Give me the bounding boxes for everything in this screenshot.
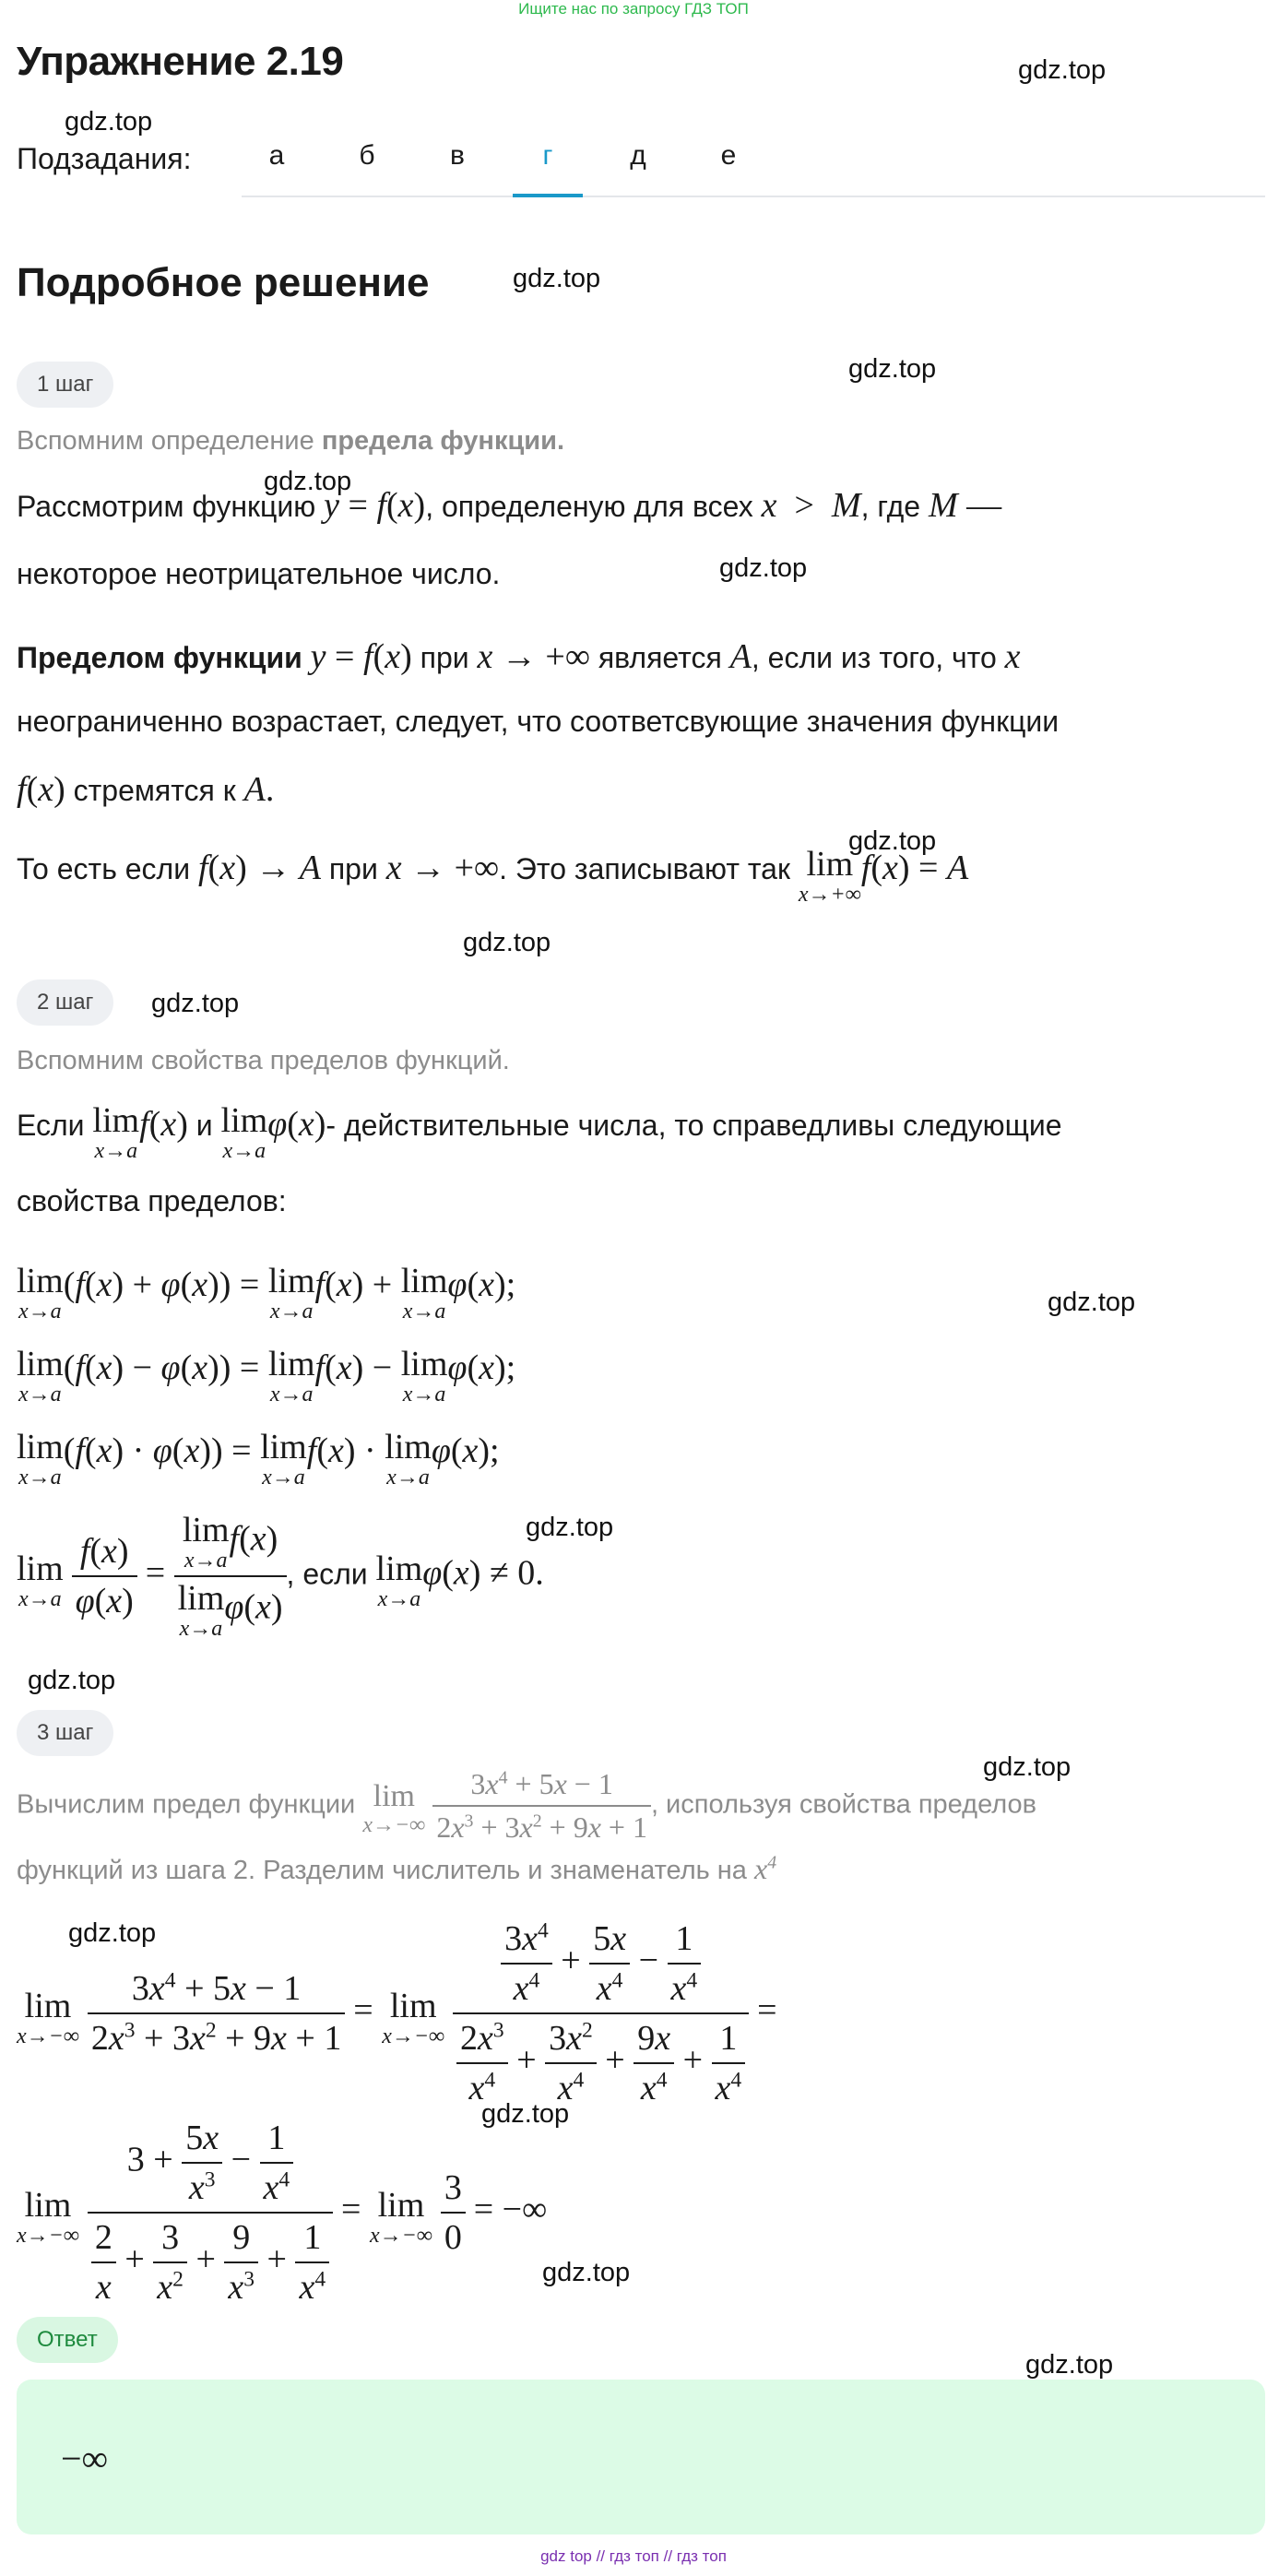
property-quotient: lim x→a $\frac{f(x)}{\varphi(x)}$ = lim x→a f(x) lim x→a φ(x) , если lim x→a φ(x) ≠ 0. xyxy=(17,1511,544,1641)
step2-intro: Вспомним свойства пределов функций. xyxy=(17,1046,510,1075)
step-badge: 2 шаг xyxy=(17,979,113,1026)
step1-definition-cont: неограниченно возрастает, следует, что соответсвующие значения функции xyxy=(17,705,1060,738)
step3-calc-line-2: lim x→−∞ 3 + $\frac{5x}{x^3}$ − $\frac{1}{x^4}$ $\frac{2}{x}$ + $\frac{3}{x^2}$ + $\frac{9}{x^3}$ + $\frac{1}{x^4}$ = lim x→−∞ $\frac{3}{0}$ = −∞ xyxy=(17,2119,548,2307)
step3-intro: Вычислим предел функции lim x→−∞ $\frac{3x^4 + 5x - 1}{2x^3 + 3x^2 + 9x + 1}$ , используя свойства пределов xyxy=(17,1767,1037,1844)
text: при xyxy=(411,641,478,674)
watermark: gdz.top xyxy=(65,107,153,137)
page-title: Упражнение 2.19 xyxy=(17,39,344,84)
text: , используя свойства пределов xyxy=(650,1789,1037,1820)
subtask-tabs xyxy=(242,138,1265,197)
answer-value: −∞ xyxy=(61,2438,109,2479)
tab-d[interactable]: д xyxy=(630,140,646,171)
text: и xyxy=(187,1109,221,1142)
answer-badge: Ответ xyxy=(17,2317,118,2363)
watermark: gdz.top xyxy=(1018,55,1107,85)
watermark: gdz.top xyxy=(68,1918,157,1948)
watermark: gdz.top xyxy=(513,264,601,293)
watermark: gdz.top xyxy=(151,989,240,1018)
tab-v[interactable]: в xyxy=(450,140,465,171)
text: - действительные числа, то справедливы следующие xyxy=(326,1109,1062,1142)
formula: y xyxy=(324,486,339,525)
text: стремятся к xyxy=(65,774,244,807)
watermark: gdz.top xyxy=(481,2099,570,2129)
solution-title: Подробное решение xyxy=(17,260,430,305)
step1-definition-end: f(x) стремятся к A. xyxy=(17,770,275,809)
step1-definition: Пределом функции y = f(x) при x → +∞ является A, если из того, что x xyxy=(17,637,1021,676)
watermark: gdz.top xyxy=(983,1752,1072,1782)
step-badge: 3 шаг xyxy=(17,1710,113,1756)
text: , если xyxy=(286,1557,376,1591)
step1-paragraph-1-cont: некоторое неотрицательное число. xyxy=(17,557,501,590)
step1-intro xyxy=(17,426,564,457)
definition-bold: Пределом функции xyxy=(17,641,311,674)
property-product: lim x→a (f(x) · φ(x)) = lim x→a f(x) · lim x→a φ(x); xyxy=(17,1428,500,1490)
text: Вычислим предел функции xyxy=(17,1789,363,1820)
tab-e[interactable]: е xyxy=(720,140,737,171)
step-badge: 1 шаг xyxy=(17,362,113,408)
text: при xyxy=(320,852,386,885)
text: функций из шага 2. Разделим числитель и знаменатель на xyxy=(17,1856,754,1885)
step2-paragraph-cont: свойства пределов: xyxy=(17,1184,287,1217)
answer-box xyxy=(17,2380,1265,2534)
property-sum: lim x→a (f(x) + φ(x)) = lim x→a f(x) + lim x→a φ(x); xyxy=(17,1262,516,1324)
watermark: gdz.top xyxy=(28,1666,116,1695)
text: . Это записывают так xyxy=(499,852,799,885)
watermark: gdz.top xyxy=(1048,1288,1136,1317)
step1-paragraph-1: Рассмотрим функцию y = f(x), определеную для всех x > M, где M — xyxy=(17,486,1002,525)
tab-g[interactable]: г xyxy=(513,140,583,196)
step1-intro-bold: предела функции. xyxy=(321,426,565,456)
text: То есть если xyxy=(17,852,198,885)
watermark: gdz.top xyxy=(1025,2350,1114,2380)
step3-intro-cont: функций из шага 2. Разделим числитель и знаменатель на $x^4$ xyxy=(17,1852,777,1885)
watermark: gdz.top xyxy=(463,928,551,957)
watermark: gdz.top xyxy=(848,354,937,384)
property-difference: lim x→a (f(x) − φ(x)) = lim x→a f(x) − lim x→a φ(x); xyxy=(17,1345,516,1407)
top-promo-note: Ищите нас по запросу ГДЗ ТОП xyxy=(518,0,749,18)
watermark: gdz.top xyxy=(719,553,808,583)
text: является xyxy=(589,641,730,674)
footer-links[interactable]: gdz top // гдз топ // гдз топ xyxy=(540,2547,727,2565)
watermark: gdz.top xyxy=(848,826,937,856)
tab-b[interactable]: б xyxy=(359,140,375,171)
step1-intro-text: Вспомним определение xyxy=(17,426,322,456)
text: Рассмотрим функцию xyxy=(17,490,325,523)
watermark: gdz.top xyxy=(526,1513,614,1542)
text: , определеную для всех xyxy=(425,490,762,523)
step1-notation: То есть если f(x) → A при x → +∞. Это записывают так lim x→+∞ f(x) = A xyxy=(17,845,969,907)
step3-calc-line-1: lim x→−∞ $\frac{3x^4 + 5x - 1}{2x^3 + 3x^2 + 9x + 1}$ = lim x→−∞ $\frac{3x^4}{x^4}$ + $\frac{5x}{x^4}$ − $\frac{1}{x^4}$ $\frac{2x^3}{x^4}$ + $\frac{3x^2}{x^4}$ + $\frac{9x}{x^4}$ + $\frac{1}{x^4}$ = xyxy=(17,1918,777,2107)
watermark: gdz.top xyxy=(542,2258,631,2287)
text: , если из того, что xyxy=(751,641,1005,674)
tab-a[interactable]: а xyxy=(268,140,285,171)
step2-paragraph: Если lim x→a f(x) и lim x→a φ(x)- действительные числа, то справедливы следующие xyxy=(17,1101,1062,1163)
text: Если xyxy=(17,1109,93,1142)
watermark: gdz.top xyxy=(264,467,352,496)
text: , где xyxy=(860,490,929,523)
subtasks-label: Подзадания: xyxy=(17,142,192,175)
